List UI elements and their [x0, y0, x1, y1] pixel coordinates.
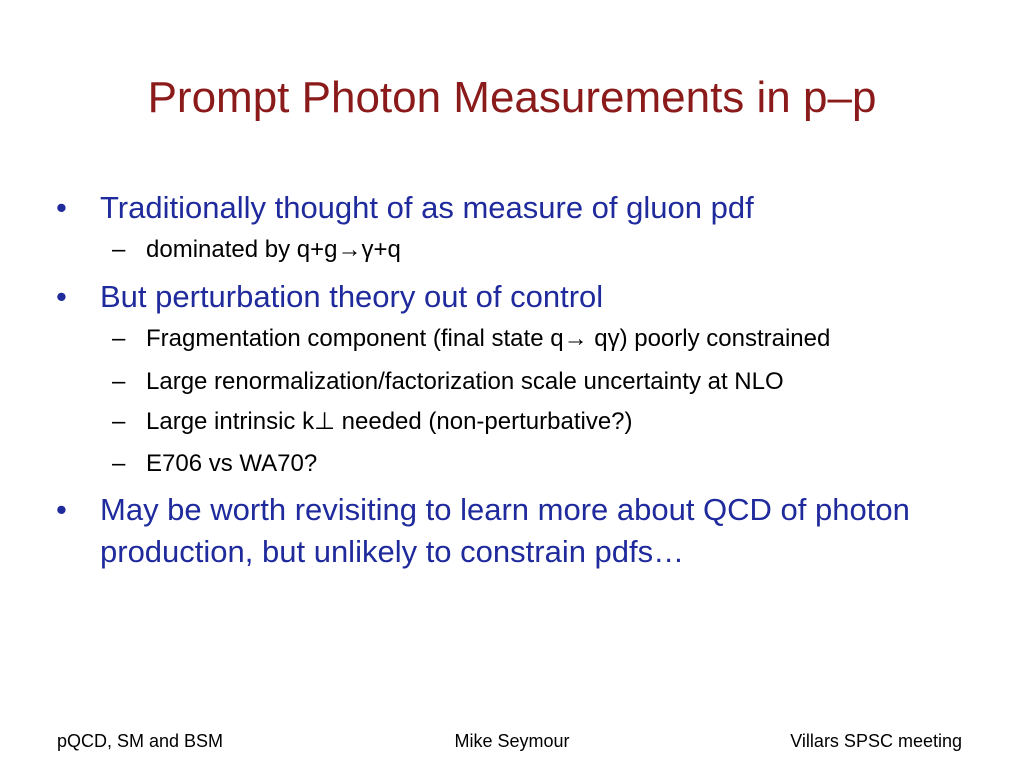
slide-title: Prompt Photon Measurements in p–p	[147, 73, 877, 122]
sub-bullet-item	[112, 367, 972, 397]
sub-bullet-text: Large intrinsic k⊥ needed (non-perturbative?)	[146, 408, 633, 435]
bullet-marker: •	[56, 279, 67, 314]
dash-marker: –	[112, 325, 126, 352]
footer-author: Mike Seymour	[454, 731, 570, 751]
bullet-marker: •	[56, 190, 67, 225]
sub-bullet-text: Fragmentation component (final state q→ qγ) poorly constrained	[146, 325, 831, 352]
dash-marker: –	[112, 236, 126, 263]
dash-marker: –	[112, 408, 126, 435]
sub-bullet-text: dominated by q+g→γ+q	[146, 236, 401, 263]
sub-bullet-item	[112, 324, 972, 354]
bullet-text: May be worth revisiting to learn more about QCD of photon production, but unlikely to constrain pdfs…	[100, 492, 910, 569]
dash-marker: –	[112, 368, 126, 395]
footer-right-text: Villars SPSC meeting	[790, 731, 962, 751]
bullet-item	[56, 489, 936, 573]
sub-bullet-item	[112, 449, 972, 479]
bullet-text: Traditionally thought of as measure of gluon pdf	[100, 190, 754, 225]
sub-bullet-item	[112, 235, 972, 265]
sub-bullet-text: E706 vs WA70?	[146, 450, 318, 477]
bullet-item	[56, 276, 936, 318]
dash-marker: –	[112, 450, 126, 477]
footer-left-text: pQCD, SM and BSM	[57, 731, 224, 751]
bullet-item	[56, 187, 936, 229]
sub-bullet-text: Large renormalization/factorization scale uncertainty at NLO	[146, 368, 784, 395]
bullet-marker: •	[56, 492, 67, 527]
sub-bullet-item	[112, 407, 972, 437]
bullet-text: But perturbation theory out of control	[100, 279, 604, 314]
